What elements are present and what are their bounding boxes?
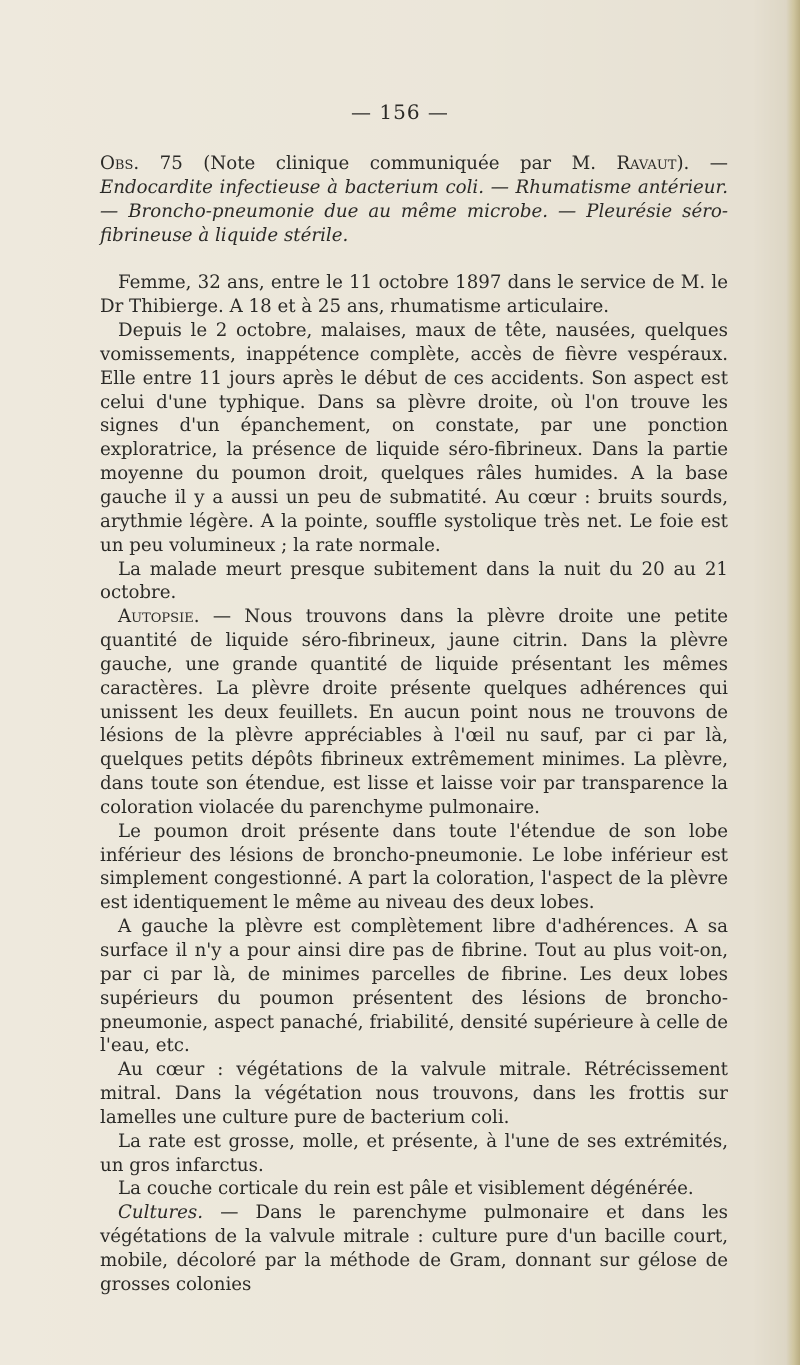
- observation-note: (Note clinique communiquée par M.: [203, 153, 596, 174]
- page-number: — 156 —: [351, 100, 449, 124]
- page-edge-shading: [786, 0, 800, 1365]
- observation-author: Ravaut: [616, 153, 677, 174]
- paragraph-right-lung: Le poumon droit présente dans toute l'étendue de son lobe inférieur des lésions de broncho-pneumonie. Le lobe inférieur est simplement congestionné. A part la coloration, l'aspect de la plèvre est identiquement le même au niveau des deux lobes.: [100, 820, 728, 914]
- paragraph-kidney: La couche corticale du rein est pâle et visiblement dégénérée.: [118, 1178, 694, 1200]
- cultures-text: — Dans le parenchyme pulmonaire et dans les végétations de la valvule mitrale : culture pure d'un bacille court, mobile, décoloré par la méthode de Gram, donnant sur gélose de grosses colonies: [100, 1202, 728, 1295]
- autopsie-text: — Nous trouvons dans la plèvre droite une petite quantité de liquide séro-fibrineux, jaune citrin. Dans la plèvre gauche, une grande quantité de liquide présentant les mêmes caractères. La plèvre droite présente quelques adhérences qui unissent les deux feuillets. En aucun point nous ne trouvons de lésions de la plèvre appréciables à l'œil nu sauf, par ci par là, quelques petits dépôts fibrineux extrêmement minimes. La plèvre, dans toute son étendue, est lisse et laisse voir par transparence la coloration violacée du parenchyme pulmonaire.: [100, 606, 728, 818]
- paragraph-cultures: [100, 1201, 728, 1296]
- paragraph-admission: Femme, 32 ans, entre le 11 octobre 1897 dans le service de M. le Dr Thibierge. A 18 et à 25 ans, rhumatisme articulaire.: [100, 272, 728, 318]
- paragraph-left-pleura: A gauche la plèvre est complètement libre d'adhérences. A sa surface il n'y a pour ainsi dire pas de fibrine. Tout au plus voit-on, par ci par là, de minimes parcelles de fibrine. Les deux lobes supérieurs du poumon présentent des lésions de broncho-pneumonie, aspect panaché, friabilité, densité supérieure à celle de l'eau, etc.: [100, 916, 728, 1057]
- paragraph-spleen: La rate est grosse, molle, et présente, à l'une de ses extrémités, un gros infarctus.: [100, 1130, 728, 1176]
- autopsie-label: Autopsie.: [118, 606, 200, 628]
- observation-label: Obs. 75: [100, 153, 183, 174]
- observation-title: Endocardite infectieuse à bacterium coli. — Rhumatisme antérieur. — Broncho-pneumonie due au même microbe. — Pleurésie séro-fibrineuse à liquide stérile.: [100, 176, 728, 246]
- cultures-label: Cultures.: [118, 1202, 204, 1224]
- paragraph-autopsie: [100, 605, 728, 820]
- observation-heading: [100, 152, 728, 247]
- paragraph-heart: Au cœur : végétations de la valvule mitrale. Rétrécissement mitral. Dans la végétation nous trouvons, dans les frottis sur lamelles une culture pure de bacterium coli.: [100, 1059, 728, 1128]
- paragraph-death: La malade meurt presque subitement dans la nuit du 20 au 21 octobre.: [100, 558, 728, 604]
- paragraph-history: Depuis le 2 octobre, malaises, maux de tête, nausées, quelques vomissements, inappétence complète, accès de fièvre vespéraux. Elle entre 11 jours après le début de ces accidents. Son aspect est celui d'une typhique. Dans sa plèvre droite, où l'on trouve les signes d'un épanchement, on constate, par une ponction exploratrice, la présence de liquide séro-fibrineux. Dans la partie moyenne du poumon droit, quelques râles humides. A la base gauche il y a aussi un peu de submatité. Au cœur : bruits sourds, arythmie légère. A la pointe, souffle systolique très net. Le foie est un peu volumineux ; la rate normale.: [100, 320, 728, 556]
- observation-note-close: ). —: [676, 153, 728, 174]
- body-text: [100, 152, 728, 1297]
